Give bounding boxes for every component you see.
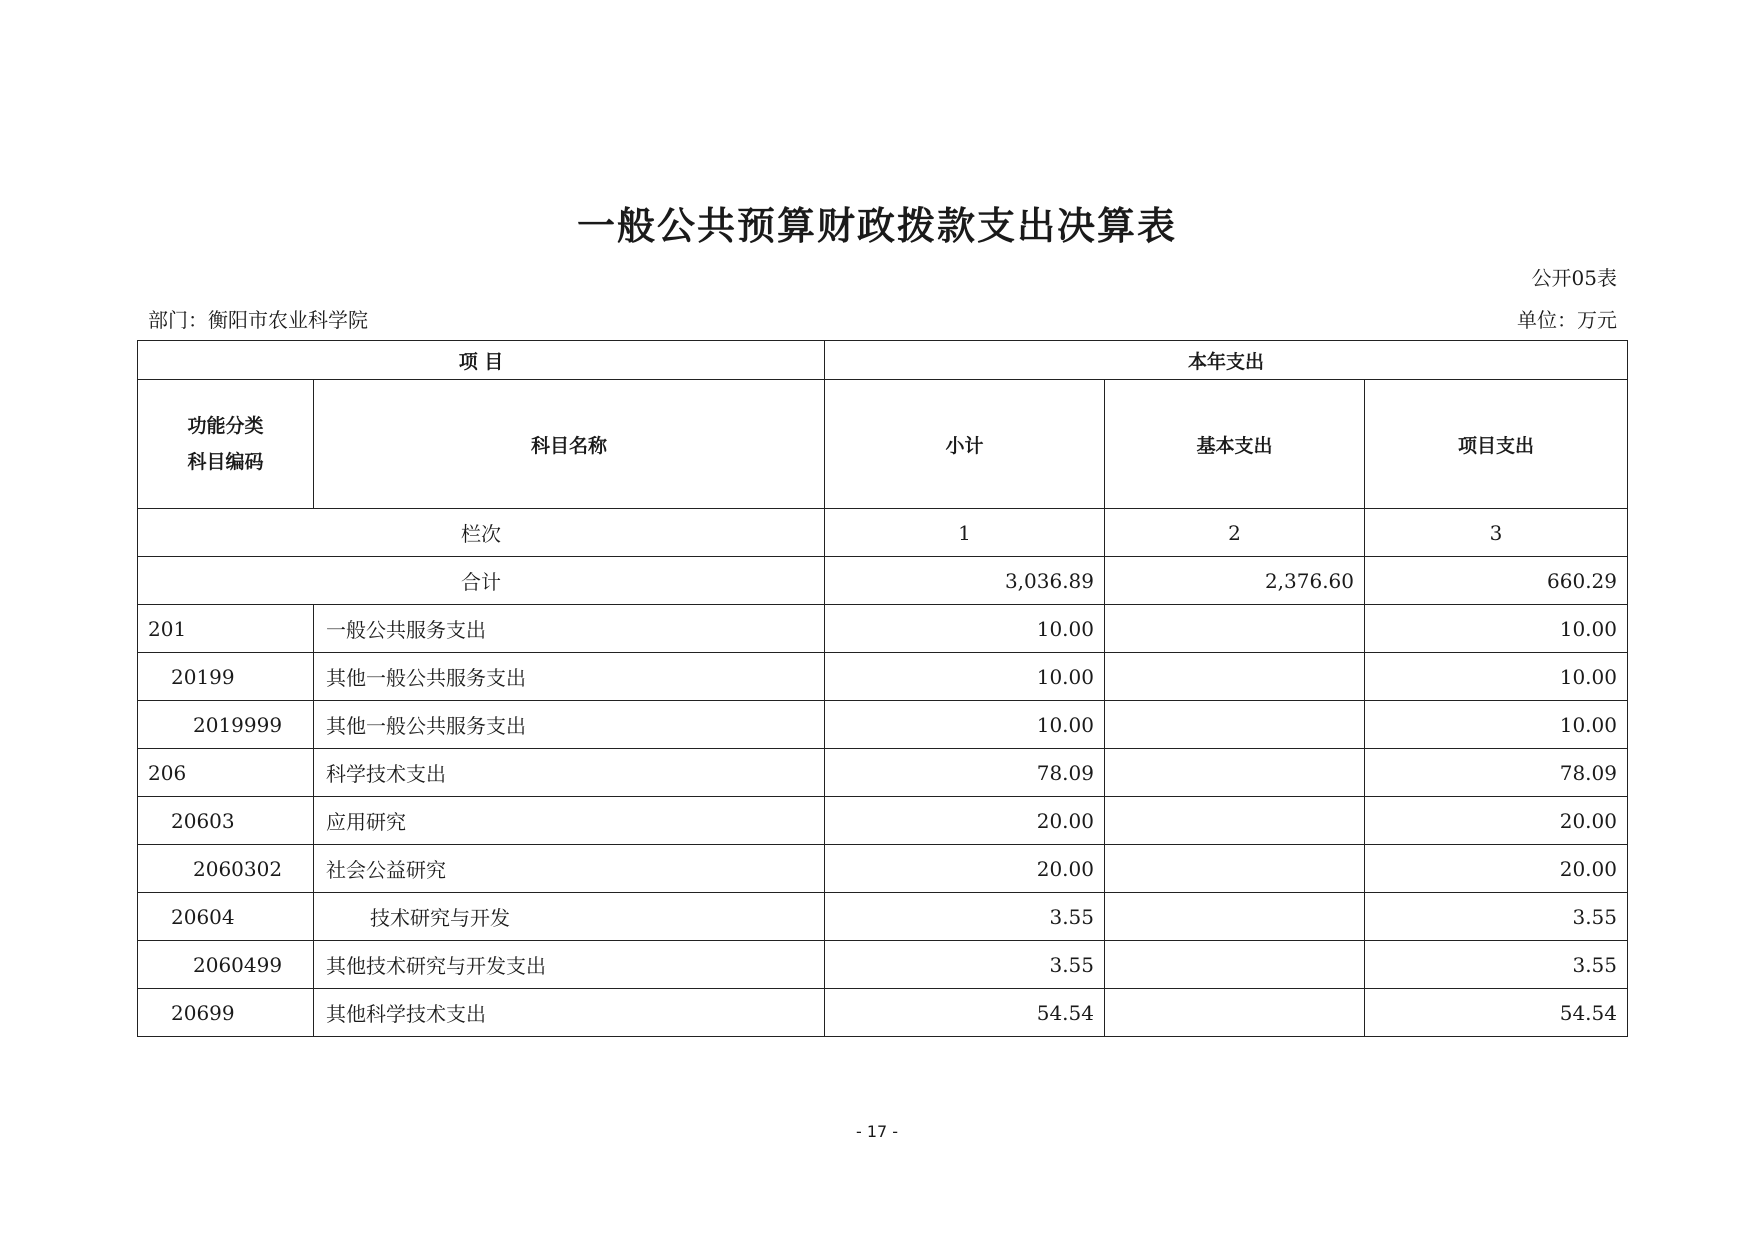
row-name: 技术研究与开发 <box>314 893 825 941</box>
table-row <box>138 701 1628 749</box>
header-code-line2: 科目编码 <box>187 451 264 473</box>
total-subtotal: 3,036.89 <box>825 557 1105 605</box>
unit-label: 单位：万元 <box>1517 308 1617 332</box>
table-row <box>138 749 1628 797</box>
row-code: 2019999 <box>138 701 314 749</box>
row-project: 3.55 <box>1365 941 1628 989</box>
row-basic <box>1105 845 1365 893</box>
page-title: 一般公共预算财政拨款支出决算表 <box>576 204 1177 248</box>
row-project: 3.55 <box>1365 893 1628 941</box>
row-name: 社会公益研究 <box>314 845 825 893</box>
row-code: 20604 <box>138 893 314 941</box>
header-item: 项 目 <box>138 341 825 380</box>
row-subtotal: 10.00 <box>825 605 1105 653</box>
header-name: 科目名称 <box>314 380 825 509</box>
row-project: 10.00 <box>1365 701 1628 749</box>
row-subtotal: 20.00 <box>825 797 1105 845</box>
row-subtotal: 10.00 <box>825 701 1105 749</box>
column-index-1: 1 <box>825 509 1105 557</box>
column-index-2: 2 <box>1105 509 1365 557</box>
total-row <box>138 557 1628 605</box>
header-project: 项目支出 <box>1365 380 1628 509</box>
row-code: 20199 <box>138 653 314 701</box>
row-basic <box>1105 653 1365 701</box>
row-code: 2060302 <box>138 845 314 893</box>
row-name: 其他一般公共服务支出 <box>314 701 825 749</box>
row-code: 20603 <box>138 797 314 845</box>
row-project: 54.54 <box>1365 989 1628 1037</box>
row-basic <box>1105 989 1365 1037</box>
column-index-3: 3 <box>1365 509 1628 557</box>
row-subtotal: 3.55 <box>825 941 1105 989</box>
row-code: 20699 <box>138 989 314 1037</box>
row-subtotal: 20.00 <box>825 845 1105 893</box>
row-code: 206 <box>138 749 314 797</box>
row-project: 20.00 <box>1365 797 1628 845</box>
table-row <box>138 845 1628 893</box>
header-subtotal: 小计 <box>825 380 1105 509</box>
row-subtotal: 54.54 <box>825 989 1105 1037</box>
table-number: 公开05表 <box>1531 266 1617 290</box>
column-index-label: 栏次 <box>138 509 825 557</box>
expenditure-table <box>137 340 1628 1037</box>
total-label: 合计 <box>138 557 825 605</box>
row-project: 10.00 <box>1365 653 1628 701</box>
total-project: 660.29 <box>1365 557 1628 605</box>
row-basic <box>1105 701 1365 749</box>
row-code: 2060499 <box>138 941 314 989</box>
department-label: 部门：衡阳市农业科学院 <box>148 308 368 332</box>
page-number: - 17 - <box>855 1122 899 1141</box>
table-row <box>138 653 1628 701</box>
header-row-top <box>138 341 1628 380</box>
table-row <box>138 797 1628 845</box>
row-basic <box>1105 749 1365 797</box>
row-basic <box>1105 797 1365 845</box>
row-name: 其他一般公共服务支出 <box>314 653 825 701</box>
header-row-columns <box>138 380 1628 509</box>
row-project: 78.09 <box>1365 749 1628 797</box>
row-subtotal: 78.09 <box>825 749 1105 797</box>
table-row <box>138 941 1628 989</box>
row-name: 其他科学技术支出 <box>314 989 825 1037</box>
row-name: 应用研究 <box>314 797 825 845</box>
table-row <box>138 605 1628 653</box>
header-basic: 基本支出 <box>1105 380 1365 509</box>
row-name: 一般公共服务支出 <box>314 605 825 653</box>
row-name: 其他技术研究与开发支出 <box>314 941 825 989</box>
row-subtotal: 10.00 <box>825 653 1105 701</box>
total-basic: 2,376.60 <box>1105 557 1365 605</box>
table-row <box>138 989 1628 1037</box>
row-project: 10.00 <box>1365 605 1628 653</box>
row-basic <box>1105 605 1365 653</box>
row-basic <box>1105 893 1365 941</box>
header-code <box>138 380 314 509</box>
header-current-year: 本年支出 <box>825 341 1628 380</box>
table-row <box>138 893 1628 941</box>
column-index-row <box>138 509 1628 557</box>
row-project: 20.00 <box>1365 845 1628 893</box>
row-subtotal: 3.55 <box>825 893 1105 941</box>
row-name: 科学技术支出 <box>314 749 825 797</box>
row-basic <box>1105 941 1365 989</box>
header-code-line1: 功能分类 <box>187 415 264 437</box>
row-code: 201 <box>138 605 314 653</box>
